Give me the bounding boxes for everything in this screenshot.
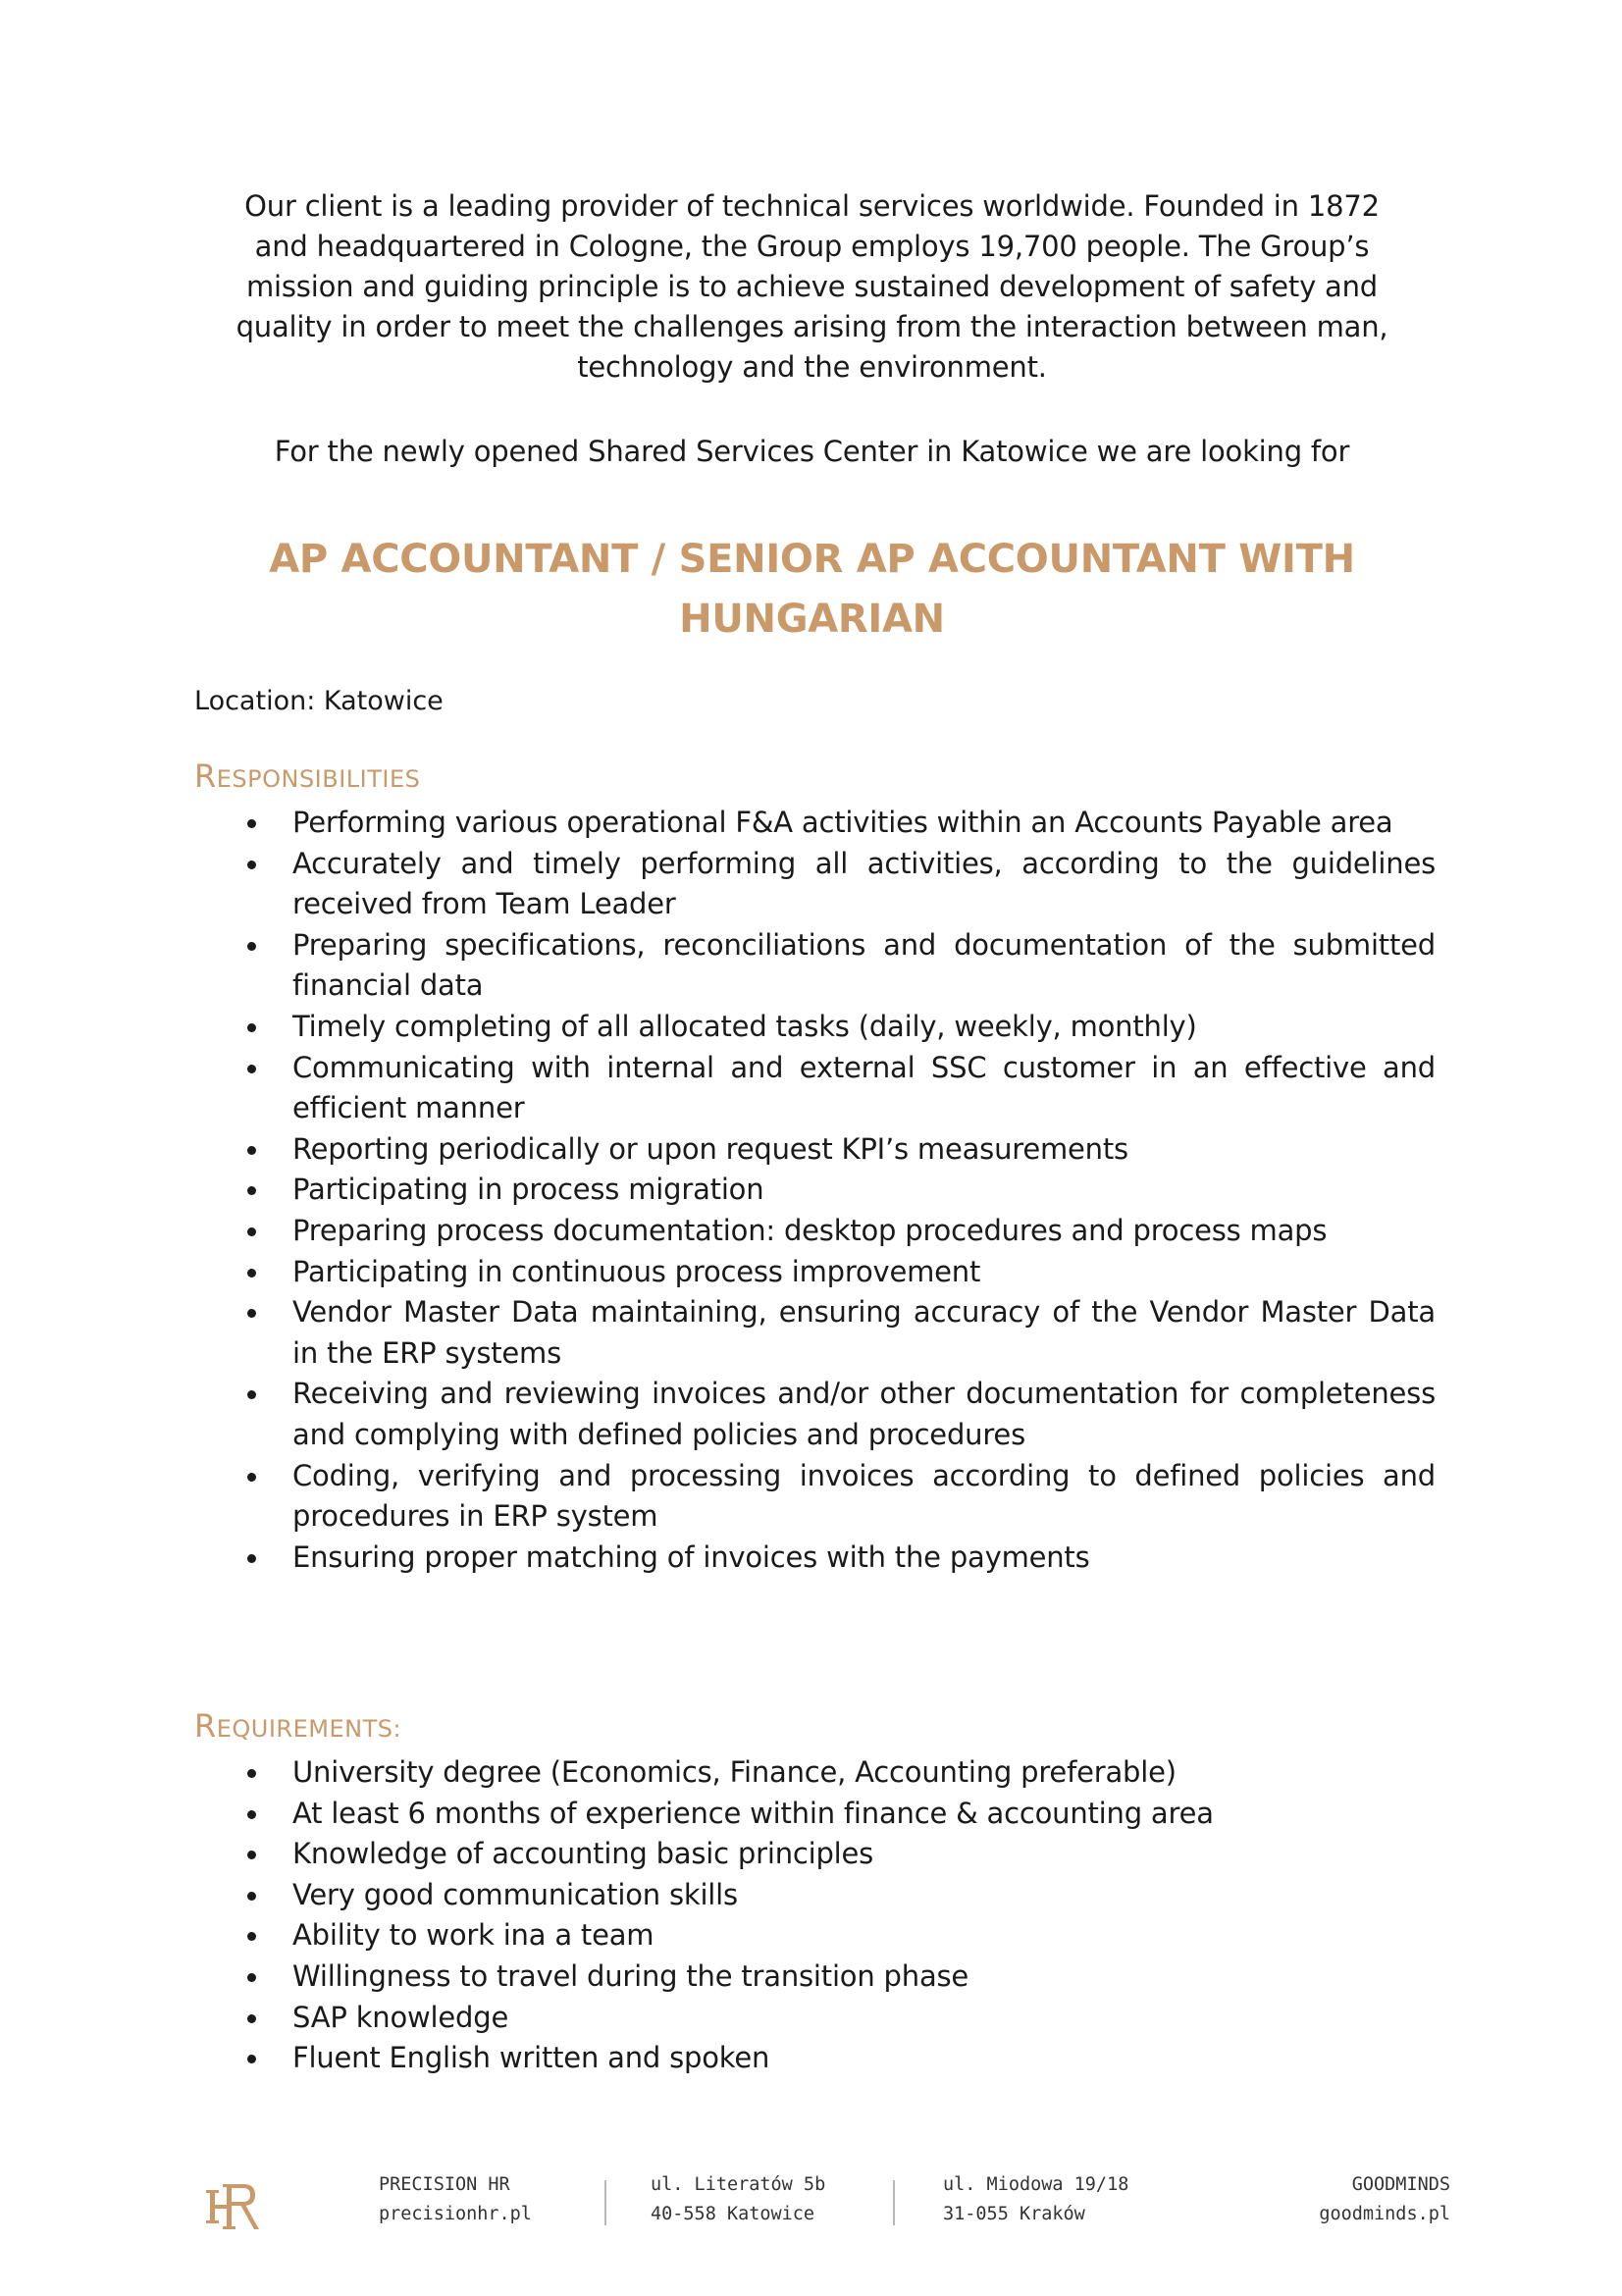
responsibilities-list: [194, 803, 1436, 1578]
bullet-icon: [247, 2014, 256, 2023]
list-item-text: Receiving and reviewing invoices and/or other documentation for completeness and complying with defined policies and procedures: [292, 1377, 1436, 1451]
bullet-icon: [247, 1473, 256, 1482]
list-item: [194, 1915, 1436, 1957]
requirements-list: [194, 1752, 1436, 2079]
bullet-icon: [247, 1186, 256, 1195]
bullet-icon: [247, 1146, 256, 1155]
footer-website-link[interactable]: precisionhr.pl: [379, 2204, 532, 2224]
list-item-text: Participating in continuous process improvement: [292, 1254, 981, 1288]
list-item-text: Communicating with internal and external SSC customer in an effective and efficient manner: [292, 1050, 1436, 1125]
list-item: [194, 1456, 1436, 1538]
list-item: [194, 1794, 1436, 1835]
list-item-text: Accurately and timely performing all activities, according to the guidelines received from Team Leader: [292, 846, 1436, 921]
bullet-icon: [247, 1227, 256, 1236]
list-item-text: Preparing process documentation: desktop procedures and process maps: [292, 1213, 1328, 1247]
bullet-icon: [247, 1023, 256, 1032]
list-item: [194, 1252, 1436, 1293]
bullet-icon: [247, 1554, 256, 1563]
list-item: [194, 1538, 1436, 1579]
list-item: [194, 1048, 1436, 1129]
list-item: [194, 1129, 1436, 1171]
list-item-text: Timely completing of all allocated tasks (daily, weekly, monthly): [292, 1009, 1197, 1043]
bullet-icon: [247, 1810, 256, 1819]
page-footer: [0, 2170, 1622, 2239]
footer-company-name: GOODMINDS: [1351, 2174, 1450, 2195]
bullet-icon: [247, 1269, 256, 1278]
list-item-text: Very good communication skills: [292, 1877, 738, 1911]
list-item: [194, 1211, 1436, 1252]
bullet-icon: [247, 1065, 256, 1073]
footer-website-link[interactable]: goodminds.pl: [1319, 2204, 1450, 2224]
list-item: [194, 925, 1436, 1007]
responsibilities-heading: [194, 757, 420, 795]
list-item-text: Knowledge of accounting basic principles: [292, 1837, 874, 1871]
list-item: [194, 1170, 1436, 1211]
list-item: [194, 2038, 1436, 2079]
bullet-icon: [247, 1390, 256, 1399]
footer-divider: [893, 2180, 895, 2225]
list-item: [194, 803, 1436, 844]
footer-goodminds: [1319, 2170, 1450, 2229]
list-item-text: Willingness to travel during the transition phase: [292, 1958, 969, 1993]
intro-paragraph: Our client is a leading provider of technical services worldwide. Founded in 1872 and headquartered in Cologne, the Group employs 19,700 people. The Group’s mission and guiding principle is to achieve sustained development of safety and quality in order to meet the challenges arising from the interaction between man, technology and the environment.: [235, 189, 1388, 384]
responsibilities-heading-rest: ESPONSIBILITIES: [216, 765, 421, 793]
bullet-icon: [247, 1769, 256, 1778]
footer-company-name: PRECISION HR: [379, 2174, 510, 2195]
bullet-icon: [247, 861, 256, 869]
list-item-text: Ensuring proper matching of invoices with the payments: [292, 1539, 1090, 1574]
list-item: [194, 1875, 1436, 1916]
list-item: [194, 844, 1436, 925]
list-item-text: Ability to work ina a team: [292, 1918, 654, 1953]
footer-divider: [604, 2180, 606, 2225]
list-item: [194, 1957, 1436, 1998]
footer-precision: [379, 2170, 532, 2229]
list-item: [194, 1752, 1436, 1794]
bullet-icon: [247, 1851, 256, 1859]
responsibilities-heading-initial: R: [194, 757, 217, 795]
bullet-icon: [247, 819, 256, 828]
list-item: [194, 1374, 1436, 1455]
bullet-icon: [247, 2055, 256, 2063]
footer-street: ul. Miodowa 19/18: [943, 2174, 1129, 2195]
list-item-text: Participating in process migration: [292, 1173, 764, 1207]
list-item-text: University degree (Economics, Finance, Accounting preferable): [292, 1755, 1177, 1789]
location-line: Location: Katowice: [194, 686, 444, 716]
list-item-text: At least 6 months of experience within finance & accounting area: [292, 1796, 1214, 1830]
list-item-text: Fluent English written and spoken: [292, 2041, 770, 2075]
list-item: [194, 1007, 1436, 1048]
bullet-icon: [247, 1892, 256, 1901]
list-item-text: SAP knowledge: [292, 2000, 509, 2034]
list-item: [194, 1998, 1436, 2039]
footer-street: ul. Literatów 5b: [651, 2174, 826, 2195]
footer-city: 31-055 Kraków: [943, 2204, 1085, 2224]
bullet-icon: [247, 1973, 256, 1982]
job-title: AP ACCOUNTANT / SENIOR AP ACCOUNTANT WITH HUNGARIAN: [269, 537, 1355, 642]
list-item-text: Performing various operational F&A activities within an Accounts Payable area: [292, 806, 1393, 839]
bullet-icon: [247, 1932, 256, 1941]
requirements-heading-initial: R: [194, 1707, 217, 1745]
list-item: [194, 1834, 1436, 1875]
footer-krakow-address: [943, 2170, 1128, 2229]
list-item-text: Preparing specifications, reconciliations and documentation of the submitted financial data: [292, 927, 1436, 1003]
list-item-text: Coding, verifying and processing invoices according to defined policies and procedures in ERP system: [292, 1458, 1436, 1534]
requirements-heading: [194, 1707, 401, 1745]
footer-katowice-address: [651, 2170, 825, 2229]
bullet-icon: [247, 1309, 256, 1318]
bullet-icon: [247, 942, 256, 951]
list-item-text: Vendor Master Data maintaining, ensuring accuracy of the Vendor Master Data in the ERP systems: [292, 1295, 1436, 1370]
footer-city: 40-558 Katowice: [651, 2204, 815, 2224]
list-item-text: Reporting periodically or upon request KPI’s measurements: [292, 1131, 1128, 1166]
looking-for-line: For the newly opened Shared Services Center in Katowice we are looking for: [274, 435, 1350, 468]
requirements-heading-rest: EQUIREMENTS:: [216, 1715, 402, 1743]
list-item: [194, 1292, 1436, 1374]
